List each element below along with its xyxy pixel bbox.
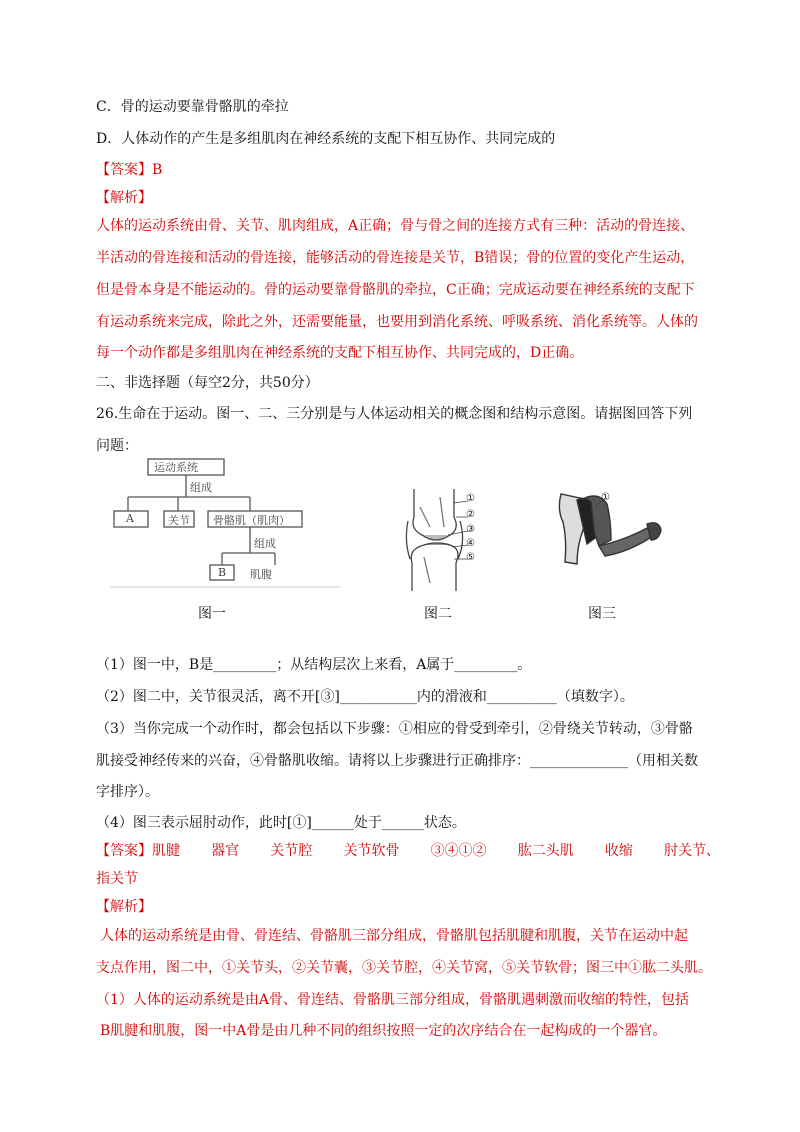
figure-2-joint-diagram <box>400 487 480 593</box>
arm-marker-1: ① <box>601 492 610 503</box>
analysis-2-line-3: （1）人体的运动系统是由A骨、骨连结、骨骼肌三部分组成，骨骼肌遇刺激而收缩的特性，包括 <box>96 992 690 1008</box>
analysis-1-line-3: 但是骨本身是不能运动的。骨的运动要靠骨骼肌的牵拉，C正确；完成运动要在神经系统的支配下 <box>96 282 695 298</box>
analysis-1-line-2: 半活动的骨连接和活动的骨连接，能够活动的骨连接是关节，B错误；骨的位置的变化产生运动， <box>96 250 695 266</box>
question-2: （2）图二中，关节很灵活，离不开[③]___________内的滑液和__________（填数字）。 <box>96 689 634 705</box>
concept-box-b: B <box>218 566 227 579</box>
question-26-line-1: 26.生命在于运动。图一、二、三分别是与人体运动相关的概念图和结构示意图。请据图回答下列 <box>96 406 693 422</box>
option-c: C．骨的运动要靠骨骼肌的牵拉 <box>96 99 289 115</box>
concept-top-box-label: 运动系统 <box>154 461 198 474</box>
figure-1-caption: 图一 <box>198 606 226 622</box>
concept-box-joint: 关节 <box>168 514 190 527</box>
question-4: （4）图三表示屈肘动作，此时[①]______处于______状态。 <box>96 815 466 831</box>
question-3-line-2: 肌接受神经传来的兴奋，④骨骼肌收缩。请将以上步骤进行正确排序：______________（用相关数 <box>96 753 698 769</box>
question-1: （1）图一中，B是_________；从结构层次上来看，A属于_________。 <box>96 657 532 673</box>
figure-1-concept-map <box>110 455 340 590</box>
answer-1: 【答案】B <box>96 162 163 178</box>
analysis-1-line-1: 人体的运动系统由骨、关节、肌肉组成，A正确；骨与骨之间的连接方式有三种：活动的骨连接、 <box>96 218 695 234</box>
analysis-1-line-4: 有运动系统来完成，除此之外，还需要能量，也要用到消化系统、呼吸系统、消化系统等。人体的 <box>96 314 698 330</box>
question-3-line-3: 字排序）。 <box>96 784 159 800</box>
analysis-2-line-1: 人体的运动系统是由骨、骨连结、骨骼肌三部分组成，骨骼肌包括肌腱和肌腹，关节在运动中起 <box>100 928 688 944</box>
concept-box-muscle: 骨骼肌（肌肉） <box>213 514 290 527</box>
joint-marker-2: ② <box>466 509 475 520</box>
answer-2-line-2: 指关节 <box>96 871 138 887</box>
figure-2-caption: 图二 <box>424 606 452 622</box>
analysis-2-title: 【解析】 <box>96 899 152 915</box>
concept-box-a: A <box>126 512 134 525</box>
option-d: D．人体动作的产生是多组肌肉在神经系统的支配下相互协作、共同完成的 <box>96 131 556 147</box>
question-26-line-2: 问题： <box>96 438 138 454</box>
analysis-1-line-5: 每一个动作都是多组肌肉在神经系统的支配下相互协作、共同完成的，D正确。 <box>96 345 584 361</box>
analysis-2-line-2: 支点作用，图二中，①关节头，②关节囊，③关节腔，④关节窝，⑤关节软骨；图三中①肱二头肌。 <box>96 960 712 976</box>
concept-compose-label-1: 组成 <box>190 481 212 494</box>
concept-belly-label: 肌腹 <box>250 568 272 581</box>
question-3-line-1: （3）当你完成一个动作时，都会包括以下步骤：①相应的骨受到牵引，②骨绕关节转动，③骨骼 <box>96 721 693 737</box>
joint-marker-5: ⑤ <box>466 552 475 563</box>
joint-marker-3: ③ <box>466 524 475 535</box>
joint-marker-4: ④ <box>466 538 475 549</box>
analysis-2-line-4: B肌腱和肌腹，图一中A骨是由几种不同的组织按照一定的次序结合在一起构成的一个器官。 <box>100 1023 667 1039</box>
analysis-1-title: 【解析】 <box>96 190 152 206</box>
concept-compose-label-2: 组成 <box>254 537 276 550</box>
answer-2-line-1: 【答案】肌腱 器官 关节腔 关节软骨 ③④①② 肱二头肌 收缩 肘关节、 <box>96 843 721 859</box>
section-2-heading: 二、非选择题（每空2分，共50分） <box>96 375 319 391</box>
figure-3-arm-diagram <box>555 490 665 570</box>
figure-3-caption: 图三 <box>588 606 616 622</box>
joint-marker-1: ① <box>466 493 475 504</box>
